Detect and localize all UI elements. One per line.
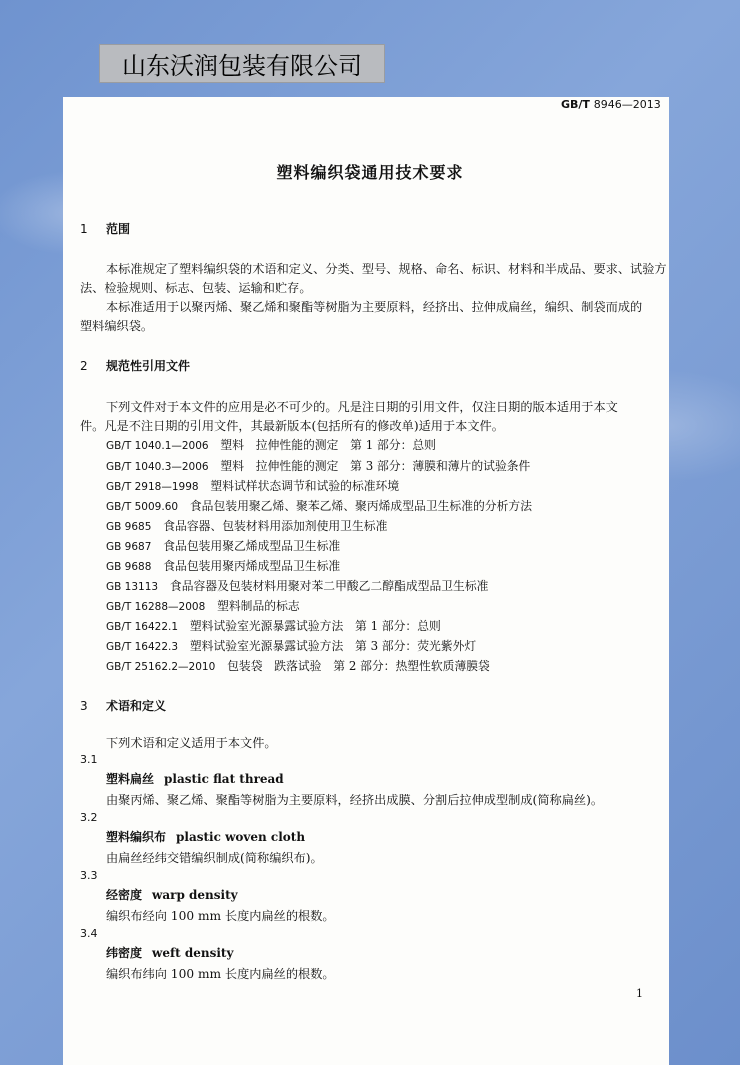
section-title: 规范性引用文件: [106, 359, 191, 373]
reference-title: 塑料试样状态调节和试验的标准环境: [210, 479, 400, 493]
section-1-heading: [80, 220, 130, 237]
section-number: 3: [80, 699, 88, 713]
company-banner: 山东沃润包装有限公司: [99, 44, 385, 83]
reference-item: [106, 517, 387, 534]
reference-title: 食品容器及包装材料用聚对苯二甲酸乙二醇酯成型品卫生标准: [169, 579, 489, 593]
section-title: 术语和定义: [106, 699, 167, 713]
term-number: 3.3: [80, 869, 98, 882]
reference-code: GB 9685: [106, 521, 152, 533]
section-number: 1: [80, 222, 88, 236]
term-heading: [106, 944, 233, 961]
paragraph-line: 下列术语和定义适用于本文件。: [106, 736, 277, 750]
term-number: 3.2: [80, 811, 98, 824]
paragraph-line: 法、检验规则、标志、包装、运输和贮存。: [80, 281, 312, 295]
reference-title: 塑料试验室光源暴露试验方法 第 3 部分：荧光紫外灯: [189, 639, 477, 653]
reference-title: 塑料试验室光源暴露试验方法 第 1 部分：总则: [189, 619, 441, 633]
term-definition: 编织布纬向 100 mm 长度内扁丝的根数。: [106, 967, 335, 981]
term-zh: 纬密度: [106, 946, 143, 960]
section-3-heading: [80, 697, 166, 714]
term-definition: 编织布经向 100 mm 长度内扁丝的根数。: [106, 909, 335, 923]
reference-title: 塑料 拉伸性能的测定 第 3 部分：薄膜和薄片的试验条件: [220, 459, 531, 473]
term-zh: 塑料扁丝: [106, 772, 155, 786]
term-heading: [106, 886, 238, 903]
term-definition: 由聚丙烯、聚乙烯、聚酯等树脂为主要原料，经挤出成膜、分割后拉伸成型制成(简称扁丝)。: [106, 793, 604, 807]
reference-item: [106, 637, 476, 654]
paragraph-line: 件。凡是不注日期的引用文件，其最新版本(包括所有的修改单)适用于本文件。: [80, 419, 504, 433]
reference-code: GB/T 16422.3: [106, 641, 179, 653]
term-zh: 塑料编织布: [106, 830, 167, 844]
paragraph-line: 下列文件对于本文件的应用是必不可少的。凡是注日期的引用文件，仅注日期的版本适用于本文: [106, 400, 618, 414]
term-en: warp density: [152, 888, 238, 902]
paragraph-line: 塑料编织袋。: [80, 319, 154, 333]
section-title: 范围: [106, 222, 131, 236]
term-en: weft density: [152, 946, 234, 960]
reference-item: [106, 477, 399, 494]
reference-item: [106, 557, 340, 574]
reference-title: 食品包装用聚乙烯成型品卫生标准: [163, 539, 341, 553]
reference-item: [106, 597, 300, 614]
term-en: plastic flat thread: [164, 772, 284, 786]
term-en: plastic woven cloth: [176, 830, 306, 844]
page-number: 1: [636, 987, 643, 1000]
term-heading: [106, 770, 284, 787]
reference-item: [106, 497, 532, 514]
reference-code: GB/T 5009.60: [106, 501, 179, 513]
reference-title: 食品容器、包装材料用添加剂使用卫生标准: [163, 519, 388, 533]
reference-item: [106, 436, 436, 453]
reference-code: GB 9687: [106, 541, 152, 553]
reference-code: GB/T 1040.1—2006: [106, 440, 209, 452]
document-title: 塑料编织袋通用技术要求: [276, 163, 464, 182]
reference-title: 塑料 拉伸性能的测定 第 1 部分：总则: [220, 438, 436, 452]
term-number: 3.4: [80, 927, 98, 940]
reference-item: [106, 657, 490, 674]
reference-title: 塑料制品的标志: [217, 599, 300, 613]
reference-code: GB/T 16288—2008: [106, 601, 206, 613]
section-number: 2: [80, 359, 88, 373]
reference-item: [106, 537, 340, 554]
reference-code: GB/T 16422.1: [106, 621, 179, 633]
term-zh: 经密度: [106, 888, 143, 902]
reference-title: 食品包装用聚丙烯成型品卫生标准: [163, 559, 341, 573]
term-definition: 由扁丝经纬交错编织制成(简称编织布)。: [106, 851, 323, 865]
reference-title: 食品包装用聚乙烯、聚苯乙烯、聚丙烯成型品卫生标准的分析方法: [189, 499, 532, 513]
paragraph-line: 本标准适用于以聚丙烯、聚乙烯和聚酯等树脂为主要原料，经挤出、拉伸成扁丝，编织、制袋而成的: [106, 300, 643, 314]
reference-item: [106, 457, 530, 474]
reference-item: [106, 617, 441, 634]
reference-code: GB/T 2918—1998: [106, 481, 199, 493]
standard-code: 8946—2013: [593, 98, 661, 111]
term-heading: [106, 828, 305, 845]
reference-item: [106, 577, 488, 594]
reference-code: GB 9688: [106, 561, 152, 573]
standard-number: [561, 98, 661, 111]
reference-code: GB/T 25162.2—2010: [106, 661, 216, 673]
paragraph-line: 本标准规定了塑料编织袋的术语和定义、分类、型号、规格、命名、标识、材料和半成品、要求、试验方: [106, 262, 667, 276]
reference-title: 包装袋 跌落试验 第 2 部分：热塑性软质薄膜袋: [227, 659, 490, 673]
term-number: 3.1: [80, 753, 98, 766]
standard-prefix: GB/T: [561, 98, 590, 111]
section-2-heading: [80, 357, 190, 374]
reference-code: GB/T 1040.3—2006: [106, 461, 209, 473]
reference-code: GB 13113: [106, 581, 159, 593]
